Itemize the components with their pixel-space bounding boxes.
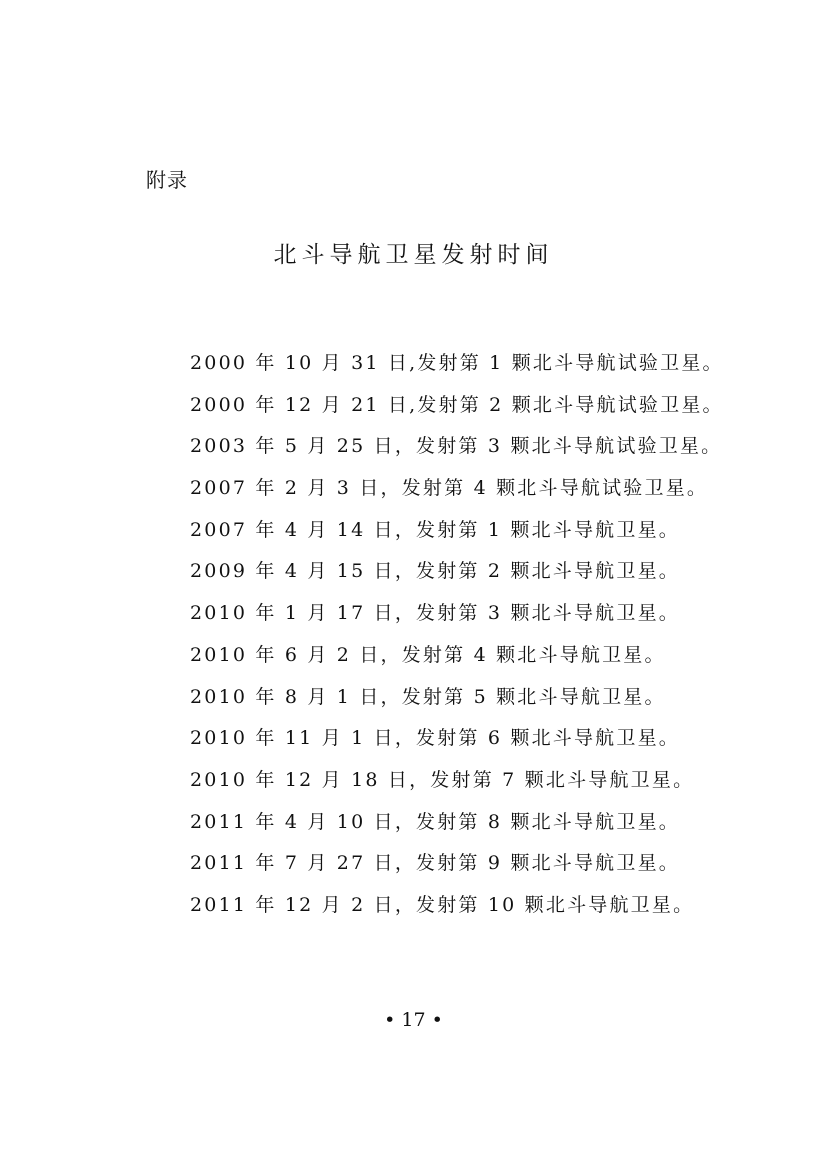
- list-item: 2011 年 4 月 10 日，发射第 8 颗北斗导航卫星。: [190, 810, 680, 833]
- list-item: 2011 年 12 月 2 日，发射第 10 颗北斗导航卫星。: [190, 893, 695, 916]
- page-title: 北斗导航卫星发射时间: [273, 242, 554, 268]
- list-item: 2009 年 4 月 15 日，发射第 2 颗北斗导航卫星。: [190, 560, 680, 583]
- list-item: 2007 年 4 月 14 日，发射第 1 颗北斗导航卫星。: [190, 518, 680, 541]
- appendix-label: 附录: [146, 168, 188, 192]
- list-item: 2010 年 12 月 18 日，发射第 7 颗北斗导航卫星。: [190, 768, 695, 791]
- list-item: 2010 年 6 月 2 日，发射第 4 颗北斗导航卫星。: [190, 643, 666, 666]
- list-item: 2007 年 2 月 3 日，发射第 4 颗北斗导航试验卫星。: [190, 477, 709, 500]
- list-item: 2010 年 8 月 1 日，发射第 5 颗北斗导航卫星。: [190, 685, 666, 708]
- list-item: 2010 年 11 月 1 日，发射第 6 颗北斗导航卫星。: [190, 727, 680, 750]
- list-item: 2011 年 7 月 27 日，发射第 9 颗北斗导航卫星。: [190, 852, 680, 875]
- page-number: • 17 •: [384, 1009, 443, 1031]
- list-item: 2000 年 10 月 31 日,发射第 1 颗北斗导航试验卫星。: [190, 352, 724, 374]
- list-item: 2003 年 5 月 25 日，发射第 3 颗北斗导航试验卫星。: [190, 435, 723, 458]
- list-item: 2000 年 12 月 21 日,发射第 2 颗北斗导航试验卫星。: [190, 393, 724, 416]
- launch-list: [190, 343, 724, 927]
- list-item: 2010 年 1 月 17 日，发射第 3 颗北斗导航卫星。: [190, 602, 680, 625]
